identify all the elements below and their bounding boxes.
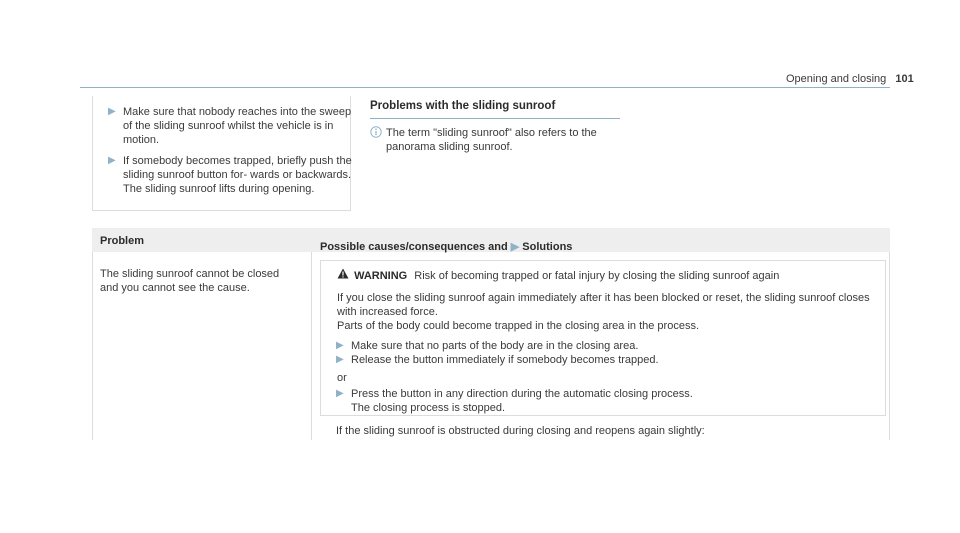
section-title: Problems with the sliding sunroof [370, 100, 556, 112]
page-header [786, 72, 914, 86]
obstruction-text: If the sliding sunroof is obstructed during closing and reopens again slightly: [336, 425, 705, 437]
step-result: The closing process is stopped. [351, 402, 506, 414]
table-header [92, 228, 890, 252]
solutions-arrow-icon: ▶ [510, 241, 520, 253]
column-header-solutions-label: Solutions [522, 241, 573, 253]
column-header-causes-label: Possible causes/consequences and [320, 241, 508, 253]
step-arrow-icon: ▶ [108, 155, 116, 166]
info-icon [370, 126, 382, 138]
instruction-step [93, 105, 363, 147]
note [370, 126, 620, 154]
warning-heading [337, 268, 779, 283]
step-arrow-icon: ▶ [108, 106, 116, 117]
section-name: Opening and closing [786, 73, 887, 85]
warning-label: WARNING [354, 270, 408, 282]
step-text: Press the button in any direction during the automatic closing process. [351, 388, 693, 400]
step-result: The sliding sunroof lifts during opening. [123, 183, 315, 195]
column-header-problem: Problem [100, 235, 145, 247]
step-arrow-icon: ▶ [336, 388, 344, 399]
instruction-box [92, 96, 351, 211]
warning-triangle-icon [337, 268, 351, 283]
instruction-step [321, 339, 891, 353]
warning-paragraph: Parts of the body could become trapped in the closing area in the process. [337, 320, 699, 332]
instruction-step [321, 387, 891, 401]
step-text: If somebody becomes trapped, briefly push the sliding sunroof button for- wards or backwards. [123, 155, 352, 181]
step-text: Make sure that nobody reaches into the sweep of the sliding sunroof whilst the vehicle is in motion. [123, 106, 352, 146]
column-header-causes [320, 240, 572, 254]
table-left-border [92, 252, 93, 440]
note-text: The term "sliding sunroof" also refers to the panorama sliding sunroof. [386, 127, 597, 153]
problem-text: The sliding sunroof cannot be closed and you cannot see the cause. [100, 268, 280, 294]
section-rule [370, 118, 620, 119]
instruction-step [321, 353, 891, 367]
table-column-divider [311, 252, 312, 440]
step-arrow-icon: ▶ [336, 354, 344, 365]
instruction-step [93, 154, 363, 182]
page-number: 101 [895, 73, 914, 85]
or-text: or [337, 372, 347, 384]
warning-paragraph: If you close the sliding sunroof again immediately after it has been blocked or reset, the sliding sunroof closes with increased force. [337, 292, 870, 318]
step-text: Release the button immediately if somebody becomes trapped. [351, 354, 659, 366]
step-text: Make sure that no parts of the body are in the closing area. [351, 340, 639, 352]
step-arrow-icon: ▶ [336, 340, 344, 351]
warning-text: Risk of becoming trapped or fatal injury by closing the sliding sunroof again [414, 270, 780, 282]
header-rule [80, 87, 890, 88]
warning-box [320, 260, 886, 416]
